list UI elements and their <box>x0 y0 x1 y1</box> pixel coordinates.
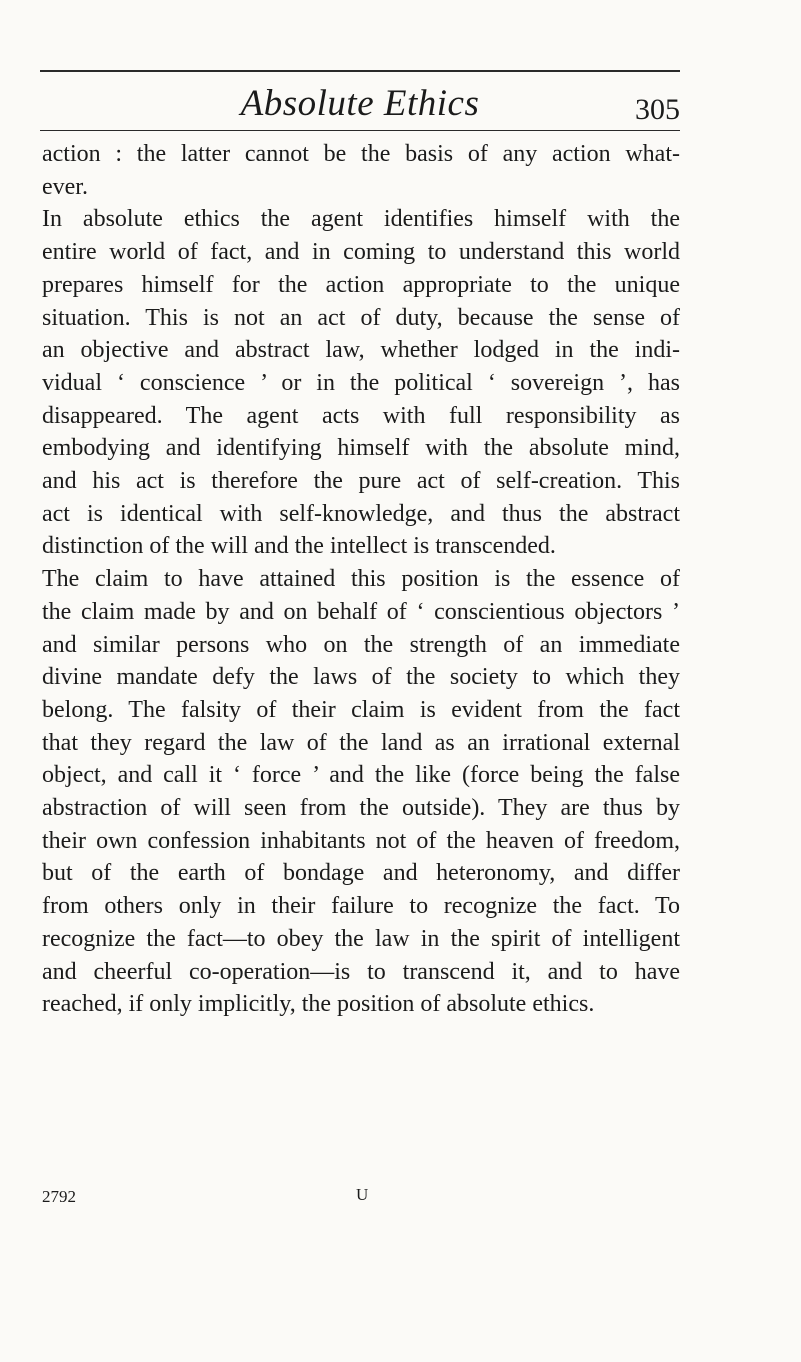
paragraph-2 <box>42 203 680 563</box>
signature-letter: U <box>356 1185 369 1204</box>
paragraph-3 <box>42 563 680 1021</box>
text-line: act is identical with self-knowledge, and thus the abstract <box>42 500 680 527</box>
text-line: from others only in their failure to recognize the fact. To <box>42 893 680 920</box>
text-line: action : the latter cannot be the basis of any action what- <box>42 141 680 167</box>
header-top-rule <box>40 70 680 72</box>
text-line: belong. The falsity of their claim is evident from the fact <box>42 696 680 723</box>
text-line: embodying and identifying himself with the absolute mind, <box>42 435 680 462</box>
text-line: reached, if only implicitly, the position of absolute ethics. <box>42 991 595 1018</box>
body-text <box>42 138 680 1021</box>
text-line: an objective and abstract law, whether lodged in the indi- <box>42 337 680 364</box>
text-line: disappeared. The agent acts with full responsibility as <box>42 402 680 429</box>
signature-number: 2792 <box>42 1187 76 1206</box>
text-line: prepares himself for the action appropriate to the unique <box>42 271 680 298</box>
running-title: Absolute Ethics <box>240 83 480 124</box>
text-line: In absolute ethics the agent identifies himself with the <box>42 206 680 233</box>
text-line: the claim made by and on behalf of ‘ conscientious objectors ’ <box>42 598 680 625</box>
text-line: but of the earth of bondage and heteronomy, and differ <box>42 860 680 887</box>
text-line: ever. <box>42 173 88 200</box>
page-number: 305 <box>635 93 680 126</box>
text-line: and similar persons who on the strength of an immediate <box>42 631 680 658</box>
paragraph-1 <box>42 138 680 203</box>
text-line: vidual ‘ conscience ’ or in the political ‘ sovereign ’, has <box>42 369 680 396</box>
text-line: and his act is therefore the pure act of self-creation. This <box>42 468 680 495</box>
header-bottom-rule <box>40 130 680 131</box>
text-line: abstraction of will seen from the outside). They are thus by <box>42 795 680 822</box>
text-line: divine mandate defy the laws of the society to which they <box>42 664 680 691</box>
text-line: their own confession inhabitants not of the heaven of freedom, <box>42 827 680 854</box>
text-line: The claim to have attained this position is the essence of <box>42 566 680 593</box>
text-line: distinction of the will and the intellect is transcended. <box>42 533 556 560</box>
text-line: object, and call it ‘ force ’ and the like (force being the false <box>42 762 680 789</box>
text-line: that they regard the law of the land as an irrational external <box>42 729 680 756</box>
text-line: recognize the fact—to obey the law in the spirit of intelligent <box>42 925 680 952</box>
text-line: entire world of fact, and in coming to understand this world <box>42 239 680 266</box>
text-line: situation. This is not an act of duty, because the sense of <box>42 304 680 331</box>
text-line: and cheerful co-operation—is to transcend it, and to have <box>42 958 680 985</box>
